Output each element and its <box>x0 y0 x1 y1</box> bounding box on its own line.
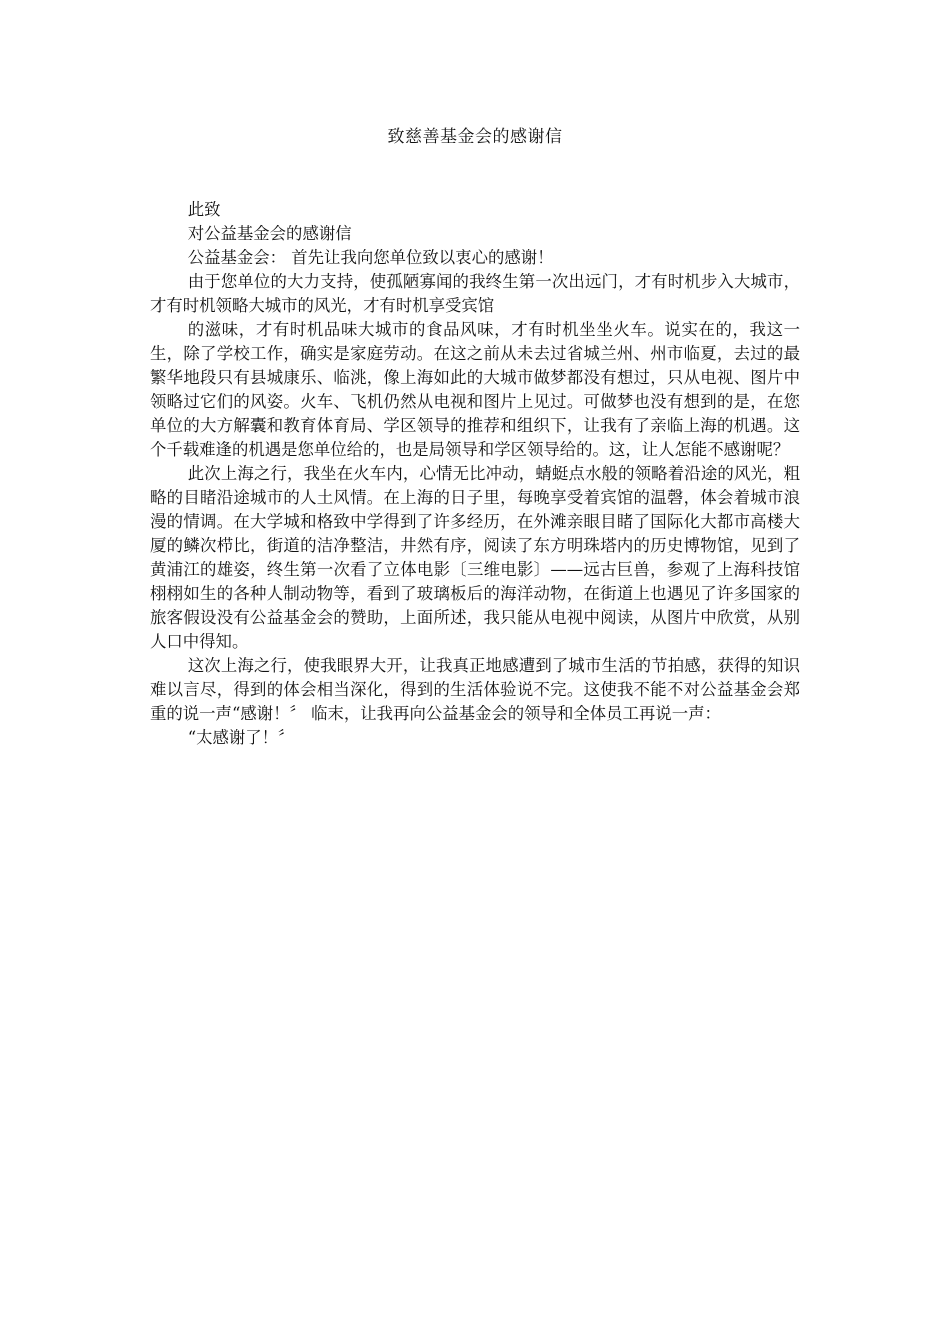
body-paragraph: 的滋味，才有时机品味大城市的食品风味，才有时机坐坐火车。说实在的，我这一生，除了学校工作，确实是家庭劳动。在这之前从未去过省城兰州、州市临夏，去过的最繁华地段只有县城康乐、临洮，像上海如此的大城市做梦都没有想过，只从电视、图片中领略过它们的风姿。火车、飞机仍然从电视和图片上见过。可做梦也没有想到的是，在您单位的大方解囊和教育体育局、学区领导的推荐和组织下，让我有了亲临上海的机遇。这个千载难逢的机遇是您单位给的，也是局领导和学区领导给的。这，让人怎能不感谢呢？ <box>150 320 800 459</box>
body-paragraph: 此次上海之行，我坐在火车内，心情无比冲动，蜻蜓点水般的领略着沿途的风光，粗略的目睹沿途城市的人土风情。在上海的日子里，每晚享受着宾馆的温磬，体会着城市浪漫的情调。在大学城和格致中学得到了许多经历，在外滩亲眼目睹了国际化大都市高楼大厦的鳞次栉比，街道的洁净整洁，井然有序，阅读了东方明珠塔内的历史博物馆，见到了黄浦江的雄姿，终生第一次看了立体电影〔三维电影〕——远古巨兽，参观了上海科技馆栩栩如生的各种人制动物等，看到了玻璃板后的海洋动物，在街道上也遇见了许多国家的旅客假设没有公益基金会的赞助，上面所述，我只能从电视中阅读，从图片中欣赏，从别人口中得知。 <box>150 464 800 651</box>
final-thanks: “太感谢了！〞 <box>187 728 295 747</box>
letter-body <box>150 198 800 750</box>
greeting-paragraph: 公益基金会： 首先让我向您单位致以衷心的感谢！ <box>187 248 554 267</box>
body-paragraph: 由于您单位的大力支持，使孤陋寡闻的我终生第一次出远门，才有时机步入大城市，才有时机领略大城市的风光，才有时机享受宾馆 <box>150 272 800 315</box>
letter-heading: 对公益基金会的感谢信 <box>187 224 352 243</box>
document-title: 致慈善基金会的感谢信 <box>387 127 563 147</box>
body-paragraph: 这次上海之行，使我眼界大开，让我真正地感遭到了城市生活的节拍感，获得的知识难以言尽，得到的体会相当深化，得到的生活体验说不完。这使我不能不对公益基金会郑重的说一声“感谢！〞 临末，让我再向公益基金会的领导和全体员工再说一声： <box>150 656 800 723</box>
closing-salutation: 此致 <box>187 200 221 219</box>
